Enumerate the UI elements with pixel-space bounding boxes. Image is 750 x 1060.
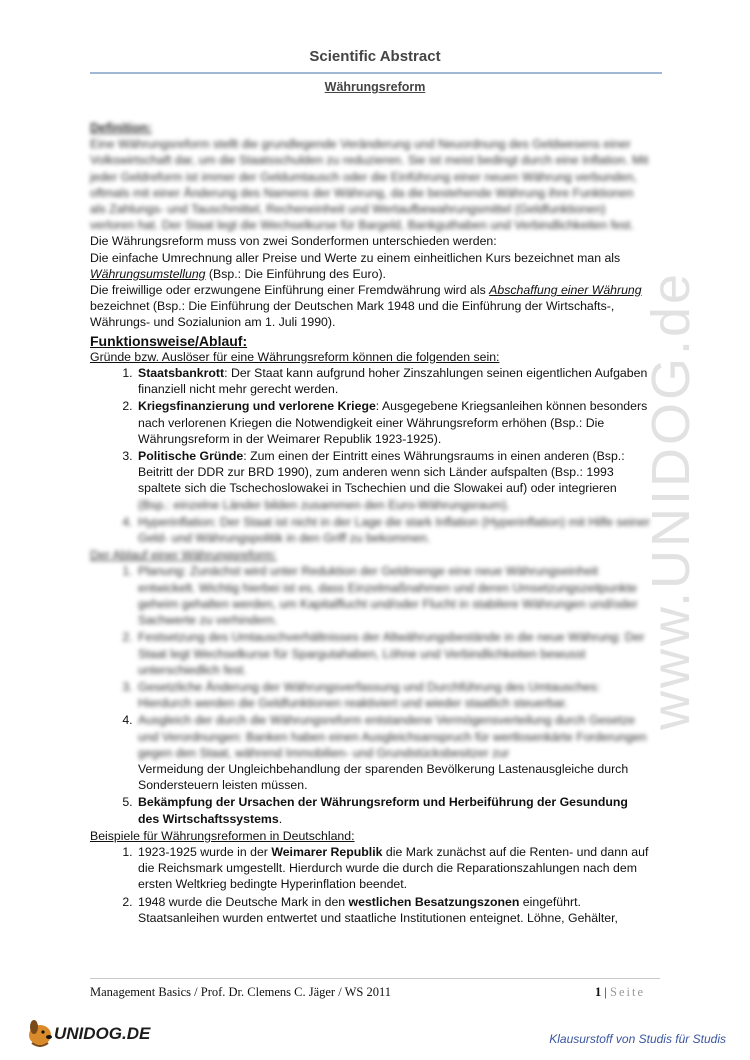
function-heading: Funktionsweise/Ablauf:: [90, 332, 248, 349]
list-item: 3. Gesetzliche Änderung der Währungsverfassung und Durchführung des Umtausches: Hierdurch werden die Geldfunktionen reaktiviert und wieder staatlich steuerbar.: [136, 679, 650, 711]
list-item: [136, 398, 650, 447]
definition-blurred-paragraph: Eine Währungsreform stellt die grundlegende Veränderung und Neuordnung des Geldwesens einer Volkswirtschaft dar, um die Staatsschulden zu reduzieren. Sie ist meist bedingt durch eine Inflation. Mit jeder Geldreform ist immer der Geldumtausch oder die Einführung einer neuen Währung verbunden, oftmals mit einer Änderung des Namens der Währung, da die bestehende Währung ihre Funktionen als Zahlungs- und Tauschmittel, Recheneinheit und Wertaufbewahrungsmittel (Geldfunktionen) verloren hat. Der Staat legt die Wechselkurse für Bargeld, Bankguthaben und Verbindlichkeiten fest.: [90, 137, 649, 233]
reason-title: Politische Gründe: [138, 449, 244, 464]
definition-text: bezeichnet (Bsp.: Die Einführung der Deutschen Mark 1948 und die Einführung der Wirtschafts-, Währungs- und Sozialunion am 1. Juli 1990).: [90, 299, 615, 330]
example-text: eingeführt. Staatsanleihen wurden entwertet und staatliche Institutionen enteignet. Löhne, Gehälter,: [138, 894, 618, 925]
process-text-blurred: Ausgleich der durch die Währungsreform entstandene Vermögensverteilung durch Gesetze und Verordnungen: Banken haben einen Ausgleichsanspruch für wertlosenkärte Forderungen gegen den Staat, während Immobilien- und Grundstücksbesitzer zur: [138, 713, 647, 760]
process-title: Bekämpfung der Ursachen der Währungsreform und Herbeiführung der Gesundung des Wirtschaftssystems: [138, 795, 628, 826]
term-waehrungsumstellung: Währungsumstellung: [90, 266, 206, 281]
reason-text: : Zum einen der Eintritt eines Währungsraums in einen anderen (Bsp.: Beitritt der DDR zur BRD 1990), zum anderen wenn sich Länder aufspalten (Bsp.: 1993 spaltete sich die Tschechoslowakei in Tschechien und die Slowakei auf) oder integrieren: [138, 449, 625, 496]
footer-page: [595, 985, 645, 1000]
list-item: [136, 894, 650, 926]
logo-text[interactable]: UNIDOG.DE: [54, 1024, 151, 1043]
process-text: .: [278, 811, 283, 826]
reason-text-blurred: (Bsp.: einzelne Länder bilden zusammen den Euro-Währungsraum).: [138, 497, 510, 512]
definition-line: [90, 282, 650, 331]
list-item: [136, 844, 650, 893]
page-number: 1: [595, 985, 602, 999]
examples-list: [90, 844, 650, 926]
reasons-list: [90, 365, 650, 546]
document-title: Scientific Abstract: [309, 48, 441, 65]
process-intro: Der Ablauf einer Währungsreform:: [90, 548, 277, 563]
list-item: [136, 365, 650, 397]
definition-line: Die Währungsreform muss von zwei Sonderformen unterschieden werden:: [90, 234, 497, 249]
term-abschaffung: Abschaffung einer Währung: [489, 283, 642, 298]
reason-title: Staatsbankrott: [138, 366, 225, 381]
reason-text: : Ausgegebene Kriegsanleihen können besonders nach verlorenen Kriegen die Notwendigkeit einer Währungsreform erhöhen (Bsp.: Die Währungsreform in der Weimarer Republik 1923-1925).: [138, 399, 648, 446]
process-text: Vermeidung der Ungleichbehandlung der sparenden Bevölkerung Lastenausgleiche durch Sondersteuern leisten müssen.: [138, 761, 629, 793]
definition-text: Die freiwillige oder erzwungene Einführung einer Fremdwährung wird als: [90, 283, 490, 298]
footer-course: Management Basics / Prof. Dr. Clemens C. Jäger / WS 2011: [90, 985, 392, 999]
definition-line: Die einfache Umrechnung aller Preise und Werte zu einem einheitlichen Kurs bezeichnet man als: [90, 250, 621, 265]
reasons-intro: Gründe bzw. Auslöser für eine Währungsreform können die folgenden sein:: [90, 349, 500, 364]
example-bold: westlichen Besatzungszonen: [348, 894, 520, 909]
definition-heading: Definition:: [90, 121, 152, 135]
title-rule: [90, 72, 662, 74]
reason-title: Kriegsfinanzierung und verlorene Kriege: [138, 399, 376, 414]
footer-rule: [90, 978, 660, 979]
list-item: 2. Festsetzung des Umtauschverhältnisses der Altwährungsbestände in die neue Währung: Der Staat legt Wechselkurse für Spargutahaben, Löhne und Verbindlichkeiten bewusst unterschiedlich fest.: [136, 629, 650, 678]
list-item: 1. Planung: Zunächst wird unter Reduktion der Geldmenge eine neue Währungseinheit entwickelt. Wichtig hierbei ist es, dass Einzelmaßnahmen und deren Umsetzungszeitpunkte geheim gehalten werden, um Kapitalflucht und/oder Flucht in stabilere Währungen und/oder Sachwerte zu verhindern.: [136, 563, 650, 628]
process-list: [90, 563, 650, 826]
example-text: 1948 wurde die Deutsche Mark in den: [138, 894, 349, 909]
document-body: [90, 120, 650, 927]
definition-text: (Bsp.: Die Einführung des Euro).: [205, 266, 386, 281]
document-subtitle: Währungsreform: [324, 80, 426, 94]
list-item: [136, 514, 650, 546]
list-item: [136, 448, 650, 513]
list-item: [136, 712, 650, 793]
list-item: [136, 794, 650, 826]
reason-text-blurred: Hyperinflation: Der Staat ist nicht in der Lage die stark Inflation (Hyperinflation) mit Hilfe seiner Geld- und Währungspolitik in den Griff zu bekommen.: [138, 514, 650, 546]
example-text: die Mark zunächst auf die Renten- und dann auf die Reichsmark umgestellt. Hierdurch wurde die durch die Reparationszahlungen nach dem ersten Weltkrieg bedingte Hyperinflation beendet.: [138, 844, 649, 892]
page-separator: |: [601, 985, 611, 999]
tagline: Klausurstoff von Studis für Studis: [549, 1032, 726, 1046]
page-word: Seite: [610, 985, 646, 999]
definition-line: [90, 266, 650, 282]
example-text: 1923-1925 wurde in der: [138, 844, 272, 859]
examples-intro: Beispiele für Währungsreformen in Deutschland:: [90, 828, 355, 843]
reason-text: : Der Staat kann aufgrund hoher Zinszahlungen seinen eigentlichen Aufgaben finanziell nicht mehr gerecht werden.: [138, 366, 648, 397]
example-bold: Weimarer Republik: [271, 844, 383, 859]
watermark: www.UNIDOG.de: [641, 270, 701, 730]
